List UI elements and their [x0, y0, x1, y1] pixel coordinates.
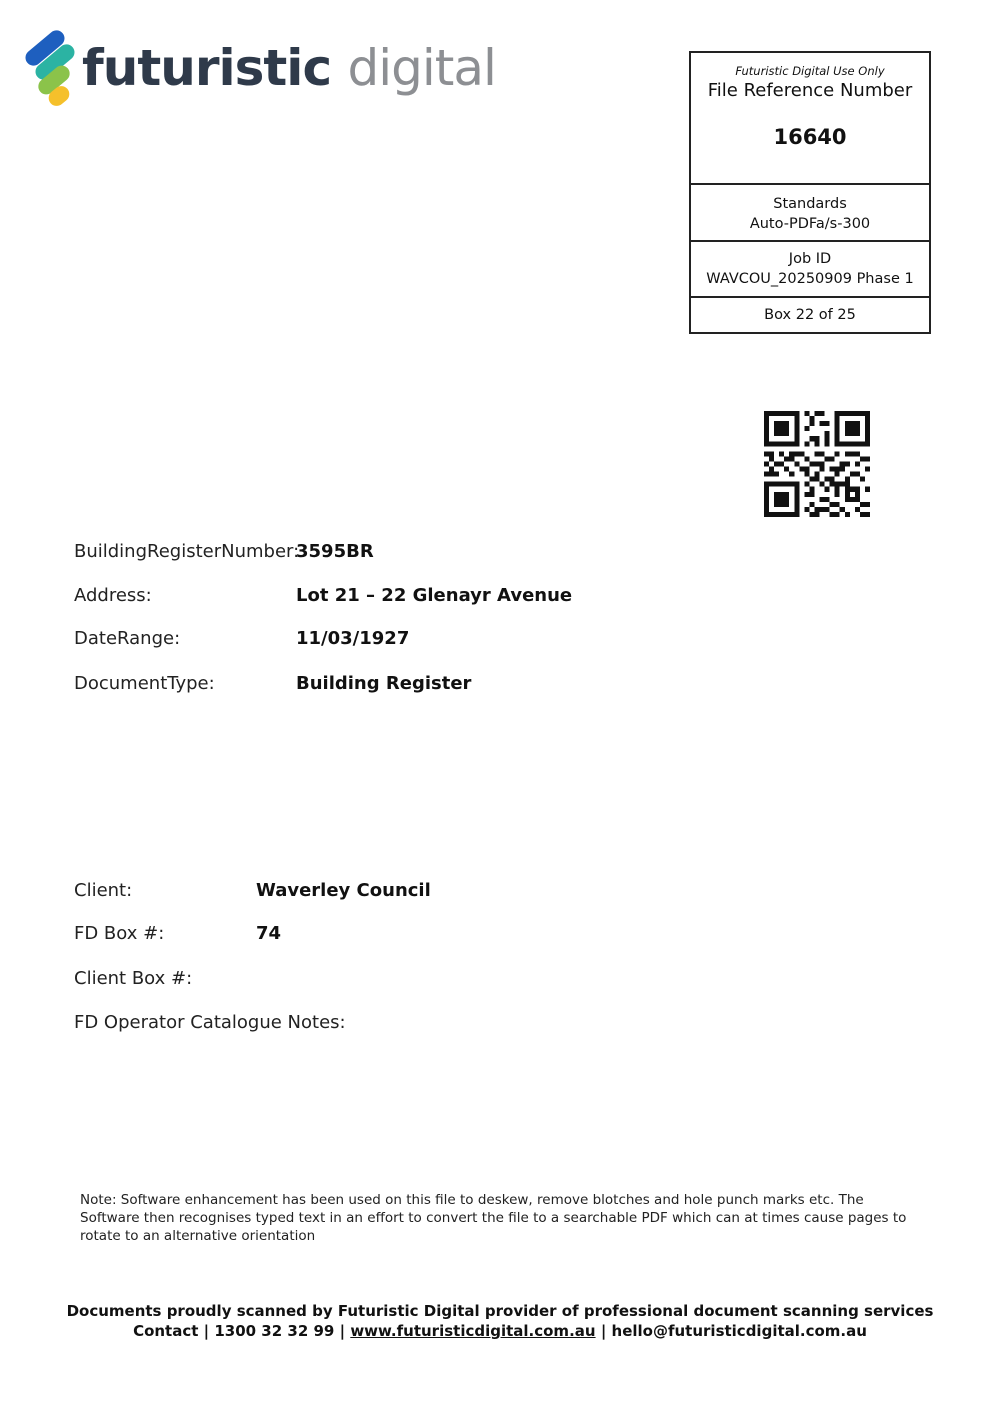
email-address: hello@futuristicdigital.com.au	[611, 1322, 867, 1340]
software-enhancement-note: Note: Software enhancement has been used on this file to deskew, remove blotches and hole punch marks etc. The Software then recognises typed text in an effort to convert the file to a searchable PDF which can at times cause pages to rotate to an alternative orientation	[80, 1192, 907, 1244]
standards-label: Standards	[773, 196, 847, 212]
box-count: Box 22 of 25	[764, 307, 856, 323]
fd-box-value: 74	[256, 923, 282, 944]
qr-code-icon	[764, 411, 870, 517]
register-number-value: 3595BR	[296, 541, 374, 562]
date-range-label: DateRange:	[74, 628, 181, 649]
file-reference-label: File Reference Number	[707, 80, 913, 101]
client-value: Waverley Council	[256, 880, 431, 901]
footer-separator: |	[600, 1322, 607, 1340]
internal-use-note: Futuristic Digital Use Only	[735, 64, 885, 78]
website-link[interactable]: www.futuristicdigital.com.au	[350, 1322, 596, 1340]
client-box-label: Client Box #:	[74, 968, 193, 989]
logo-mark-icon	[24, 26, 84, 110]
file-reference-cell	[691, 53, 929, 185]
address-label: Address:	[74, 585, 152, 606]
job-id-value: WAVCOU_20250909 Phase 1	[706, 271, 914, 287]
file-reference-box	[689, 51, 931, 334]
register-number-label: BuildingRegisterNumber:	[74, 541, 300, 562]
document-type-value: Building Register	[296, 673, 472, 694]
standards-cell	[691, 185, 929, 242]
job-id-label: Job ID	[788, 251, 832, 267]
footer-contact	[0, 1321, 1000, 1341]
fd-box-label: FD Box #:	[74, 923, 165, 944]
client-label: Client:	[74, 880, 133, 901]
logo-word-futuristic: futuristic	[82, 39, 332, 97]
logo-wordmark	[82, 38, 496, 98]
footer	[0, 1301, 1000, 1341]
footer-phone: Contact | 1300 32 32 99 |	[133, 1322, 346, 1340]
box-count-cell	[691, 298, 929, 332]
file-reference-number: 16640	[773, 125, 847, 149]
company-logo	[24, 26, 496, 110]
document-type-label: DocumentType:	[74, 673, 215, 694]
address-value: Lot 21 – 22 Glenayr Avenue	[296, 585, 573, 606]
operator-notes-label: FD Operator Catalogue Notes:	[74, 1012, 346, 1033]
standards-value: Auto-PDFa/s-300	[749, 216, 871, 232]
date-range-value: 11/03/1927	[296, 628, 410, 649]
footer-tagline: Documents proudly scanned by Futuristic Digital provider of professional document scanning services	[66, 1302, 934, 1320]
logo-word-digital: digital	[347, 39, 496, 97]
job-id-cell	[691, 242, 929, 298]
